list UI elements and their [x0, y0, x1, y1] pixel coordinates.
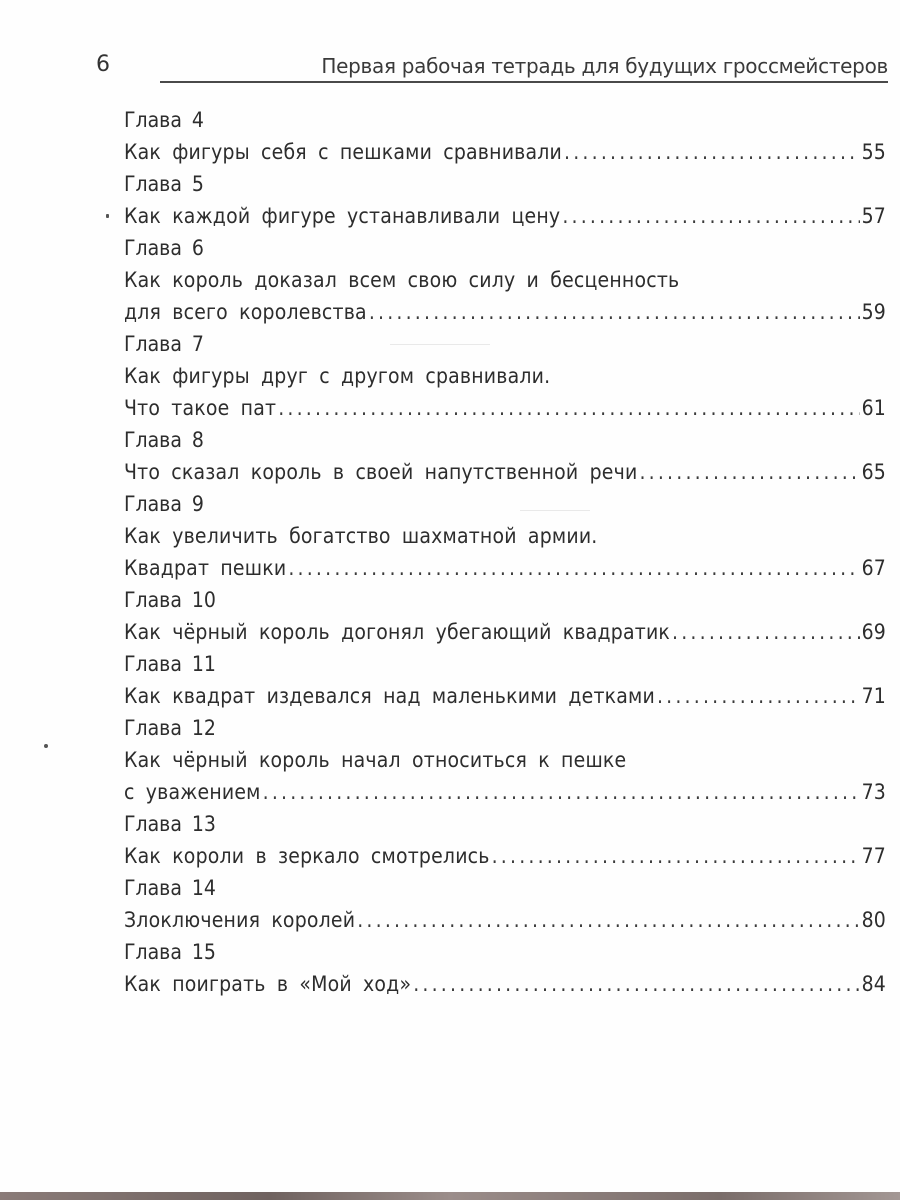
toc-entry[interactable] [124, 680, 886, 712]
toc-entry-title: Как поиграть в «Мой ход» [124, 972, 412, 996]
toc-chapter-label: Глава 12 [124, 716, 216, 740]
toc-entry-title: Как квадрат издевался над маленькими детками [124, 684, 655, 708]
toc-chapter-label: Глава 8 [124, 428, 204, 452]
toc-entry-title: Как фигуры себя с пешками сравнивали [124, 140, 563, 164]
dot-leader [492, 840, 860, 872]
toc-entry-title: Что сказал король в своей напутственной речи [124, 460, 638, 484]
toc-chapter-label: Глава 5 [124, 172, 204, 196]
toc-entry-title: Как увеличить богатство шахматной армии. [124, 524, 598, 548]
dot-leader [413, 968, 859, 1000]
header-rule [160, 81, 888, 83]
toc-entry-title: Как короли в зеркало смотрелись [124, 844, 490, 868]
toc-page-number: 69 [861, 620, 886, 644]
toc-entry-title-cont: с уважением [124, 780, 261, 804]
toc-chapter-label: Глава 7 [124, 332, 204, 356]
dot-leader [288, 552, 859, 584]
toc-entry-title: Как фигуры друг с другом сравнивали. [124, 364, 551, 388]
dot-leader [278, 392, 859, 424]
toc-page-number: 73 [861, 780, 886, 804]
toc-chapter-label: Глава 6 [124, 236, 204, 260]
toc-entry-title-cont: для всего королевства [124, 300, 367, 324]
dot-leader [672, 616, 860, 648]
toc-entry[interactable] [124, 392, 886, 424]
toc-entry[interactable] [124, 552, 886, 584]
toc-entry[interactable] [124, 776, 886, 808]
toc-page-number: 59 [861, 300, 886, 324]
toc-entry-line[interactable] [124, 744, 886, 776]
toc-page-number: 80 [861, 908, 886, 932]
toc-page-number: 55 [861, 140, 886, 164]
toc-entry-title: Как чёрный король догонял убегающий квадратик [124, 620, 671, 644]
toc-entry-title: Злоключения королей [124, 908, 356, 932]
toc-page-number: 71 [861, 684, 886, 708]
dot-leader [562, 200, 859, 232]
toc-entry-title-cont: Что такое пат [124, 396, 277, 420]
toc-entry-line[interactable] [124, 520, 886, 552]
dot-leader [564, 136, 860, 168]
toc-chapter-label: Глава 4 [124, 108, 204, 132]
toc-page-number: 67 [861, 556, 886, 580]
toc-entry[interactable] [124, 136, 886, 168]
toc-page-number: 65 [861, 460, 886, 484]
toc-entry-title: Как чёрный король начал относиться к пешке [124, 748, 627, 772]
toc-page-number: 61 [861, 396, 886, 420]
toc-entry[interactable] [124, 296, 886, 328]
toc-entry-line[interactable] [124, 360, 886, 392]
toc-chapter-label: Глава 10 [124, 588, 216, 612]
table-of-contents [124, 104, 886, 1000]
toc-entry-title: Как каждой фигуре устанавливали цену [124, 204, 561, 228]
toc-entry[interactable] [124, 456, 886, 488]
toc-entry[interactable] [124, 200, 886, 232]
toc-entry[interactable] [124, 904, 886, 936]
toc-chapter-label: Глава 11 [124, 652, 216, 676]
dot-leader [657, 680, 860, 712]
dot-leader [639, 456, 859, 488]
running-head [96, 52, 888, 84]
print-speck [106, 214, 109, 218]
toc-entry-line[interactable] [124, 264, 886, 296]
toc-chapter-label: Глава 14 [124, 876, 216, 900]
toc-entry[interactable] [124, 840, 886, 872]
page-number: 6 [96, 52, 110, 77]
toc-entry-title-cont: Квадрат пешки [124, 556, 287, 580]
print-speck [44, 744, 48, 748]
toc-page-number: 77 [861, 844, 886, 868]
dot-leader [357, 904, 859, 936]
toc-chapter-label: Глава 15 [124, 940, 216, 964]
dot-leader [263, 776, 860, 808]
running-title: Первая рабочая тетрадь для будущих гроссмейстеров [321, 54, 888, 78]
dot-leader [369, 296, 860, 328]
page-bottom-edge [0, 1192, 900, 1200]
toc-page-number: 84 [861, 972, 886, 996]
toc-entry[interactable] [124, 616, 886, 648]
toc-entry[interactable] [124, 968, 886, 1000]
toc-chapter-label: Глава 9 [124, 492, 204, 516]
toc-entry-title: Как король доказал всем свою силу и бесценность [124, 268, 680, 292]
toc-page-number: 57 [861, 204, 886, 228]
toc-chapter-label: Глава 13 [124, 812, 216, 836]
